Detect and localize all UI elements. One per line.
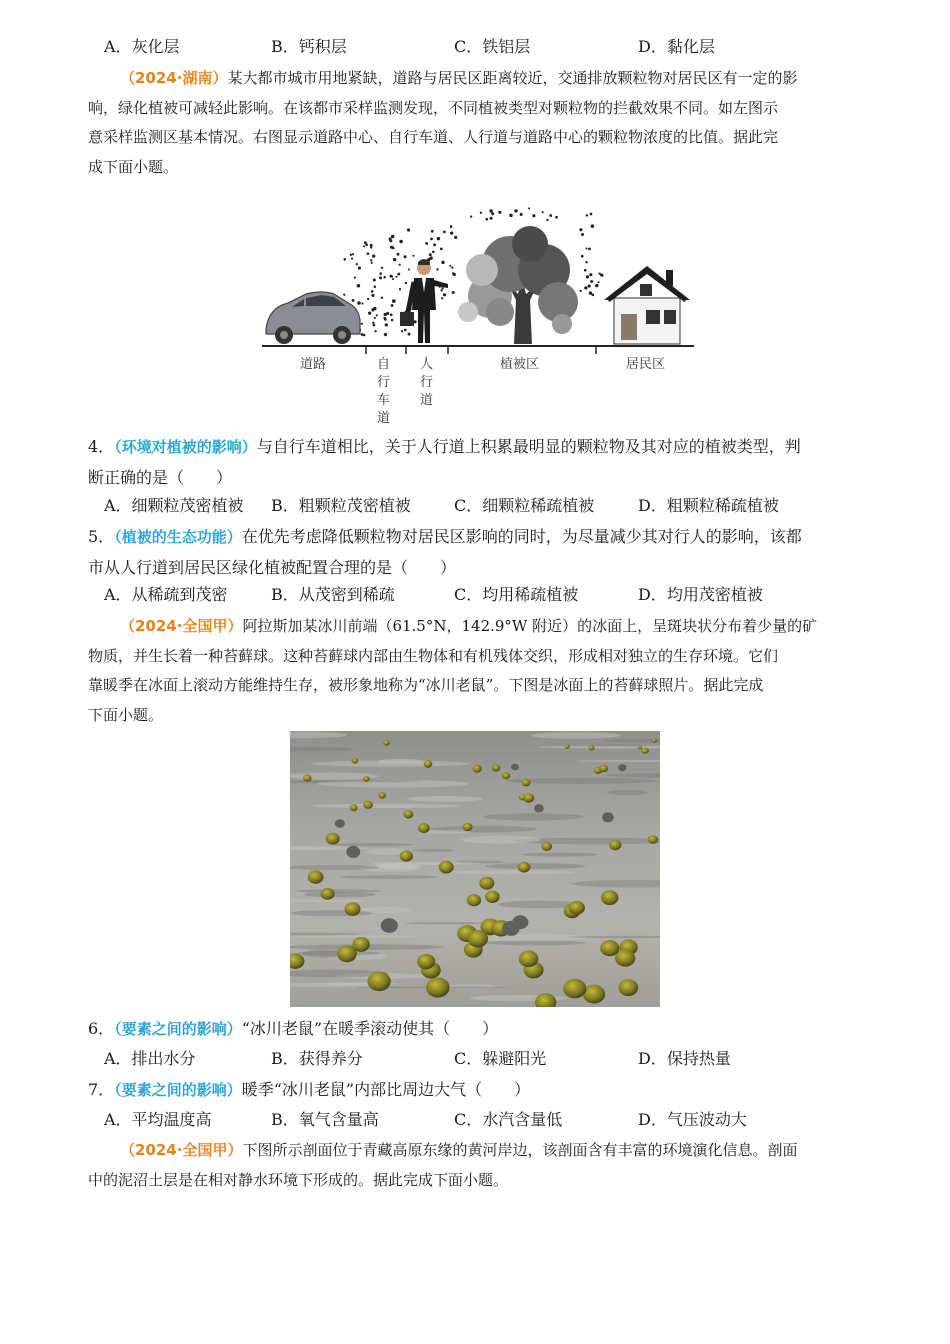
source-tag: （2024·全国甲）	[120, 617, 243, 635]
topic-tag: （植被的生态功能）	[114, 528, 242, 546]
ice-streak	[291, 935, 417, 937]
jia-intro-line: 物质，并生长着一种苔藓球。这种苔藓球内部由生物体和有机残体交织，形成相对独立的生存环境。它们	[88, 646, 779, 665]
particle-dot	[585, 261, 587, 263]
particle-dot	[392, 299, 396, 303]
particle-dot	[429, 253, 432, 256]
moss-ball	[383, 740, 390, 746]
particle-dot	[371, 308, 374, 311]
q3-option-b[interactable]: B．钙积层	[271, 37, 347, 56]
jia-intro-2	[88, 1136, 864, 1195]
particle-dot	[391, 235, 395, 239]
moss-ball-photo	[290, 731, 660, 1007]
particle-dot	[368, 311, 371, 314]
hunan-intro-line: 意采样监测区基本情况。右图显示道路中心、自行车道、人行道与道路中心的颗粒物浓度的比值。据此完	[88, 128, 779, 146]
particle-dot	[399, 264, 401, 266]
particle-dot	[374, 286, 377, 289]
moss-ball	[522, 779, 531, 786]
particle-dot	[412, 255, 414, 257]
q5-option-d[interactable]: D．均用茂密植被	[638, 585, 763, 604]
moss-ball	[638, 746, 642, 750]
moss-ball	[569, 901, 585, 915]
ice-streak	[607, 790, 647, 795]
question-text: 在优先考虑降低颗粒物对居民区影响的同时，为尽量减少其对行人的影响，该都	[241, 527, 802, 546]
particle-dot	[399, 288, 401, 290]
particle-dot	[371, 290, 374, 293]
particle-dot	[449, 265, 451, 267]
q7-option-d[interactable]: D．气压波动大	[638, 1110, 747, 1129]
question-text: 市从人行道到居民区绿化植被配置合理的是（ ）	[88, 557, 457, 577]
particle-dot	[367, 298, 369, 300]
question-number: 7．	[88, 1080, 115, 1099]
q5-option-c[interactable]: C．均用稀疏植被	[454, 585, 579, 604]
moss-ball	[350, 804, 358, 811]
q7-option-c[interactable]: C．水汽含量低	[454, 1110, 563, 1129]
particle-dot	[357, 284, 361, 288]
moss-ball	[502, 772, 510, 779]
particle-dot	[595, 284, 598, 287]
particle-dot	[391, 304, 394, 307]
particle-dot	[436, 268, 438, 270]
particle-dot	[343, 294, 345, 296]
particle-dot	[404, 255, 407, 258]
particle-dot	[373, 324, 376, 327]
particle-dot	[597, 281, 599, 283]
particle-dot	[391, 275, 393, 277]
particle-dot	[371, 294, 374, 297]
particle-dot	[408, 268, 410, 270]
particle-dot	[363, 334, 366, 337]
particle-dot	[454, 236, 457, 239]
particle-dot	[379, 276, 382, 279]
label-residential: 居民区	[626, 357, 666, 372]
particle-dot	[546, 219, 548, 221]
label-sidewalk-2: 行	[420, 375, 434, 390]
ice-streak	[482, 813, 583, 820]
particle-dot	[451, 266, 453, 268]
moss-ball	[321, 888, 335, 900]
question-number: 6．	[88, 1019, 115, 1038]
source-tag: （2024·全国甲）	[120, 1141, 243, 1159]
particle-dot	[590, 213, 593, 216]
question-text: 与自行车道相比，关于人行道上积累最明显的颗粒物及其对应的植被类型，判	[256, 437, 801, 456]
question-text: 断正确的是（ ）	[88, 467, 233, 487]
label-sidewalk-3: 道	[420, 393, 434, 408]
particle-dot	[579, 228, 582, 231]
particle-dot	[440, 248, 443, 251]
q6-option-c[interactable]: C．躲避阳光	[454, 1049, 547, 1068]
particle-dot	[363, 245, 365, 247]
q4-option-d[interactable]: D．粗颗粒稀疏植被	[638, 496, 779, 515]
question-number: 4．	[88, 437, 115, 456]
moss-ball	[473, 765, 482, 773]
moss-ball	[589, 745, 595, 750]
ice-streak	[478, 934, 587, 942]
particle-dot	[520, 213, 523, 216]
particle-dot	[351, 258, 353, 260]
moss-ball	[618, 979, 638, 996]
house-icon	[604, 266, 690, 344]
sampling-diagram	[262, 200, 694, 432]
label-vegetation: 植被区	[500, 357, 540, 372]
moss-ball	[439, 861, 454, 874]
particle-dot	[404, 329, 407, 332]
topic-tag: （环境对植被的影响）	[114, 438, 257, 456]
particle-dot	[532, 214, 535, 217]
ice-streak	[531, 732, 620, 739]
particle-dot	[588, 284, 591, 287]
ice-streak	[413, 849, 454, 852]
moss-ball	[563, 979, 586, 999]
jia-intro	[88, 612, 864, 730]
label-road: 道路	[300, 357, 327, 372]
ice-streak	[441, 870, 574, 874]
particle-dot	[383, 317, 386, 320]
moss-ball	[424, 760, 433, 767]
moss-ball	[511, 764, 519, 771]
q5-option-b[interactable]: B．从茂密到稀疏	[271, 585, 395, 604]
particle-dot	[470, 215, 472, 217]
particle-dot	[489, 209, 492, 212]
moss-ball	[541, 842, 552, 851]
moss-ball	[418, 823, 430, 833]
ice-streak	[312, 804, 461, 808]
moss-ball	[467, 894, 481, 906]
particle-dot	[452, 272, 454, 274]
particle-dot	[392, 278, 394, 280]
particle-dot	[376, 314, 378, 316]
particle-dot	[431, 230, 434, 233]
moss-ball	[534, 804, 544, 812]
moss-ball	[485, 891, 500, 903]
particle-dot	[591, 224, 595, 228]
particle-dot	[581, 233, 584, 236]
moss-ball	[417, 954, 435, 969]
label-bike-lane-2: 行	[377, 375, 391, 390]
label-bike-lane-1: 自	[377, 357, 391, 372]
particle-dot	[443, 293, 446, 296]
moss-ball	[518, 862, 530, 873]
ice-streak	[521, 853, 598, 857]
moss-ball	[308, 870, 324, 883]
q3-option-a[interactable]: A．灰化层	[104, 37, 180, 56]
particle-dot	[352, 299, 355, 302]
ice-streak	[407, 796, 483, 802]
particle-dot	[549, 214, 552, 217]
particle-dot	[393, 258, 396, 261]
particle-dot	[361, 303, 363, 305]
particle-dot	[432, 251, 435, 254]
particle-dot	[391, 319, 394, 322]
particle-dot	[350, 254, 352, 256]
question-text: 暖季“冰川老鼠”内部比周边大气（ ）	[241, 1080, 531, 1099]
hunan-intro-line: 成下面小题。	[88, 157, 179, 176]
question-6	[88, 1014, 864, 1045]
ice-streak	[290, 865, 379, 870]
particle-dot	[585, 247, 587, 249]
particle-dot	[555, 216, 558, 219]
topic-tag: （要素之间的影响）	[114, 1020, 242, 1038]
question-7	[88, 1075, 864, 1106]
moss-ball	[648, 835, 658, 844]
pedestrian-icon	[400, 259, 448, 343]
label-sidewalk-1: 人	[420, 357, 434, 372]
moss-ball	[652, 738, 657, 742]
jia-intro-line: 靠暖季在冰面上滚动方能维持生存，被形象地称为“冰川老鼠”。下图是冰面上的苔藓球照片。据此完成	[88, 676, 764, 694]
particle-dot	[485, 218, 488, 221]
particle-dot	[374, 317, 376, 319]
hunan-intro-line: 响，绿化植被可减轻此影响。在该都市采样监测发现，不同植被类型对颗粒物的拦截效果不同。如左图示	[88, 98, 779, 117]
particle-dot	[443, 231, 446, 234]
particle-dot	[381, 297, 383, 299]
particle-dot	[401, 330, 403, 332]
moss-ball	[345, 902, 361, 916]
jia-intro2-line: 中的泥沼土层是在相对静水环境下形成的。据此完成下面小题。	[88, 1170, 509, 1189]
topic-tag: （要素之间的影响）	[114, 1081, 242, 1099]
vegetation-tree-icon	[458, 226, 578, 344]
q7-option-a[interactable]: A．平均温度高	[104, 1110, 212, 1129]
q5-option-a[interactable]: A．从稀疏到茂密	[104, 585, 228, 604]
ice-streak	[375, 863, 423, 869]
particle-dot	[433, 243, 436, 246]
source-tag: （2024·湖南）	[120, 69, 228, 87]
particle-dot	[381, 267, 383, 269]
particle-dot	[425, 242, 428, 245]
jia-intro-line: 下面小题。	[88, 705, 164, 724]
particle-dot	[480, 212, 482, 214]
particle-dot	[357, 301, 361, 305]
particle-dot	[589, 291, 592, 294]
particle-dot	[374, 330, 376, 332]
moss-ball	[368, 972, 391, 992]
particle-dot	[384, 333, 387, 336]
ice-streak	[485, 863, 585, 869]
q4-option-c[interactable]: C．细颗粒稀疏植被	[454, 496, 595, 515]
q7-option-b[interactable]: B．氧气含量高	[271, 1110, 379, 1129]
particle-dot	[440, 289, 442, 291]
jia-intro2-line: 下图所示剖面位于青藏高原东缘的黄河岸边，该剖面含有丰富的环境演化信息。剖面	[242, 1141, 798, 1159]
ice-streak	[461, 836, 541, 844]
particle-dot	[490, 217, 493, 220]
particle-dot	[442, 287, 444, 289]
q3-option-d[interactable]: D．黏化层	[638, 37, 715, 56]
particle-dot	[584, 286, 587, 289]
moss-ball	[609, 840, 621, 850]
particle-dot	[370, 246, 372, 248]
particle-dot	[441, 261, 444, 264]
particle-dot	[542, 211, 544, 213]
particle-dot	[491, 212, 494, 215]
particle-dot	[372, 322, 374, 324]
ice-streak	[333, 843, 413, 846]
q4-option-b[interactable]: B．粗颗粒茂密植被	[271, 496, 411, 515]
moss-ball	[400, 851, 413, 862]
particle-dot	[386, 312, 389, 315]
moss-ball	[523, 793, 534, 802]
hunan-intro-line: 某大都市城市用地紧缺，道路与居民区距离较近，交通排放颗粒物对居民区有一定的影	[227, 69, 798, 87]
particle-dot	[580, 290, 582, 292]
particle-dot	[600, 273, 603, 276]
particle-dot	[383, 276, 386, 279]
particle-dot	[367, 252, 370, 255]
ice-streak	[296, 889, 381, 893]
moss-ball	[519, 951, 539, 968]
particle-dot	[407, 228, 410, 231]
particle-dot	[379, 272, 382, 275]
particle-dot	[385, 323, 388, 326]
moss-ball	[512, 915, 528, 929]
moss-ball	[599, 765, 608, 773]
moss-ball	[352, 937, 370, 952]
ice-streak	[406, 922, 488, 925]
particle-dot	[397, 253, 400, 256]
particle-dot	[437, 237, 440, 240]
moss-ball	[492, 764, 501, 771]
particle-dot	[581, 255, 584, 258]
moss-ball	[363, 776, 370, 782]
moss-ball	[352, 758, 359, 764]
particle-dot	[441, 297, 443, 299]
particle-dot	[498, 211, 501, 214]
moss-ball	[602, 812, 614, 822]
particle-dot	[528, 207, 530, 209]
particle-dot	[584, 269, 587, 272]
moss-ball	[565, 745, 570, 749]
moss-ball	[379, 792, 386, 798]
moss-ball	[381, 918, 398, 933]
particle-dot	[352, 253, 354, 255]
particle-dot	[509, 214, 513, 218]
ice-streak	[339, 875, 438, 879]
particle-dot	[450, 225, 452, 227]
question-number: 5．	[88, 527, 115, 546]
q6-option-d[interactable]: D．保持热量	[638, 1049, 731, 1068]
ice-streak	[377, 759, 425, 765]
q3-option-c[interactable]: C．铁铝层	[454, 37, 531, 56]
jia-intro-line: 阿拉斯加某冰川前端（61.5°N，142.9°W 附近）的冰面上，呈斑块状分布着少量的矿	[242, 617, 818, 635]
particle-dot	[586, 214, 588, 216]
particle-dot	[514, 209, 517, 212]
particle-dot	[373, 278, 376, 281]
particle-dot	[430, 238, 433, 241]
hunan-intro	[88, 64, 864, 182]
particle-dot	[364, 241, 367, 244]
label-bike-lane-4: 道	[377, 411, 391, 426]
particle-dot	[344, 258, 347, 261]
q6-option-a[interactable]: A．排出水分	[104, 1049, 196, 1068]
question-5	[88, 522, 864, 582]
question-4	[88, 432, 864, 492]
question-text: “冰川老鼠”在暖季滚动使其（ ）	[241, 1019, 499, 1038]
particle-dot	[408, 333, 411, 336]
moss-ball	[363, 801, 373, 809]
particle-dot	[586, 275, 589, 278]
moss-ball	[404, 810, 414, 818]
moss-ball	[618, 764, 626, 771]
particle-dot	[361, 323, 363, 325]
particle-dot	[590, 280, 593, 283]
particle-dot	[429, 256, 432, 259]
particle-dot	[588, 248, 591, 251]
moss-ball	[346, 846, 360, 858]
moss-ball	[335, 819, 345, 827]
particle-dot	[372, 255, 375, 258]
particle-dot	[450, 231, 453, 234]
particle-dot	[452, 291, 455, 294]
moss-ball	[303, 774, 311, 781]
moss-ball	[583, 985, 605, 1004]
particle-dot	[356, 263, 358, 265]
moss-ball	[426, 978, 450, 998]
particle-dot	[358, 267, 361, 270]
moss-ball	[468, 930, 488, 947]
q4-option-a[interactable]: A．细颗粒茂密植被	[104, 496, 244, 515]
particle-dot	[395, 276, 397, 278]
car-icon	[266, 292, 360, 344]
moss-ball	[601, 890, 618, 905]
particle-dot	[399, 240, 403, 244]
q6-option-b[interactable]: B．获得养分	[271, 1049, 363, 1068]
moss-ball	[326, 833, 340, 845]
moss-ball	[463, 823, 473, 832]
particle-dot	[589, 273, 592, 276]
particle-dot	[389, 239, 392, 242]
particle-dot	[390, 313, 393, 316]
moss-ball	[600, 940, 619, 956]
particle-dot	[370, 259, 372, 261]
particle-dot	[390, 246, 393, 249]
particle-dot	[371, 262, 373, 264]
label-bike-lane-3: 车	[377, 393, 391, 408]
moss-ball	[641, 748, 648, 754]
moss-ball	[479, 877, 494, 890]
particle-dot	[354, 277, 356, 279]
particle-dot	[397, 273, 400, 276]
particle-dot	[405, 282, 407, 284]
